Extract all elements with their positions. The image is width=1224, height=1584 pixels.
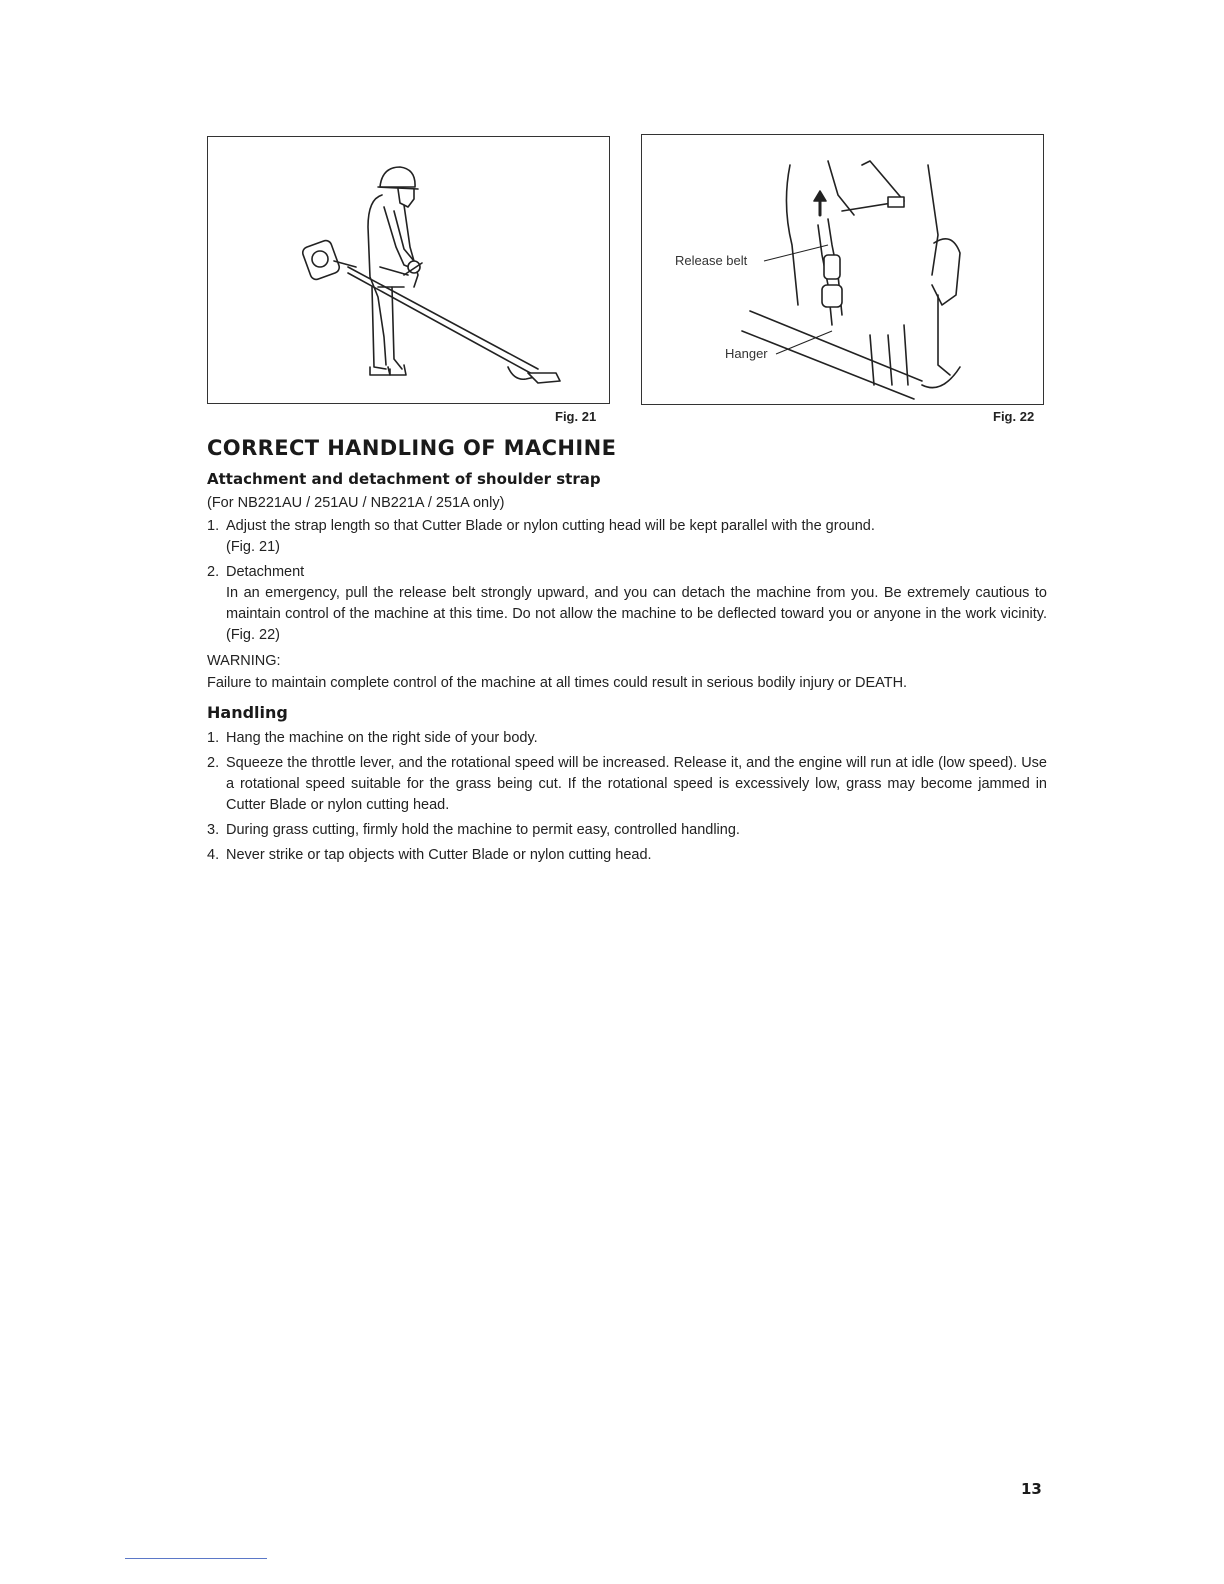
list-item-number: 2.	[207, 564, 220, 580]
warning-label: WARNING:	[207, 653, 281, 669]
figure-21-caption: Fig. 21	[555, 409, 597, 424]
list-item-number: 1.	[207, 730, 220, 746]
list-item-text: Detachment	[226, 564, 305, 580]
list-item-text: Hang the machine on the right side of your body.	[226, 730, 538, 746]
attachment-list	[207, 516, 1047, 650]
list-item	[207, 516, 1047, 558]
warning-text: Failure to maintain complete control of the machine at all times could result in serious bodily injury or DEATH.	[207, 675, 908, 691]
list-item	[207, 753, 1047, 816]
list-item-text: Never strike or tap objects with Cutter Blade or nylon cutting head.	[226, 847, 652, 863]
list-item-text: During grass cutting, firmly hold the machine to permit easy, controlled handling.	[226, 822, 740, 838]
release-belt-callout: Release belt	[675, 253, 748, 268]
list-item	[207, 728, 1047, 749]
hanger-callout: Hanger	[725, 346, 768, 361]
list-item-text: Adjust the strap length so that Cutter Blade or nylon cutting head will be kept parallel with the ground.	[226, 518, 875, 534]
figure-22	[641, 134, 1044, 405]
figure-22-caption: Fig. 22	[993, 409, 1035, 424]
handling-list	[207, 728, 1047, 870]
release-belt-illustration	[642, 135, 1045, 406]
list-item-text: Squeeze the throttle lever, and the rotational speed will be increased. Release it, and the engine will run at idle (low speed). Use a rotational speed suitable for the grass being cut. If the rotational speed is excessively low, grass may become jammed in Cutter Blade or nylon cutting head.	[226, 755, 1047, 813]
list-item	[207, 562, 1047, 646]
models-note: (For NB221AU / 251AU / NB221A / 251A only)	[207, 495, 505, 511]
footer-rule	[125, 1558, 267, 1559]
page-number: 13	[1021, 1480, 1042, 1498]
figure-21	[207, 136, 610, 404]
list-item-number: 4.	[207, 847, 220, 863]
list-item	[207, 845, 1047, 866]
list-item-ref: (Fig. 21)	[226, 539, 280, 555]
attachment-heading: Attachment and detachment of shoulder strap	[207, 470, 601, 488]
list-item	[207, 820, 1047, 841]
handling-heading: Handling	[207, 703, 288, 722]
list-item-number: 1.	[207, 518, 220, 534]
list-item-detail: In an emergency, pull the release belt strongly upward, and you can detach the machine from you. Be extremely cautious to maintain control of the machine at this time. Do not allow the machine to be deflected toward you or anyone in the work vicinity. (Fig. 22)	[226, 585, 1047, 643]
list-item-number: 3.	[207, 822, 220, 838]
operator-illustration	[208, 137, 611, 405]
section-title: CORRECT HANDLING OF MACHINE	[207, 436, 617, 460]
list-item-number: 2.	[207, 755, 220, 771]
